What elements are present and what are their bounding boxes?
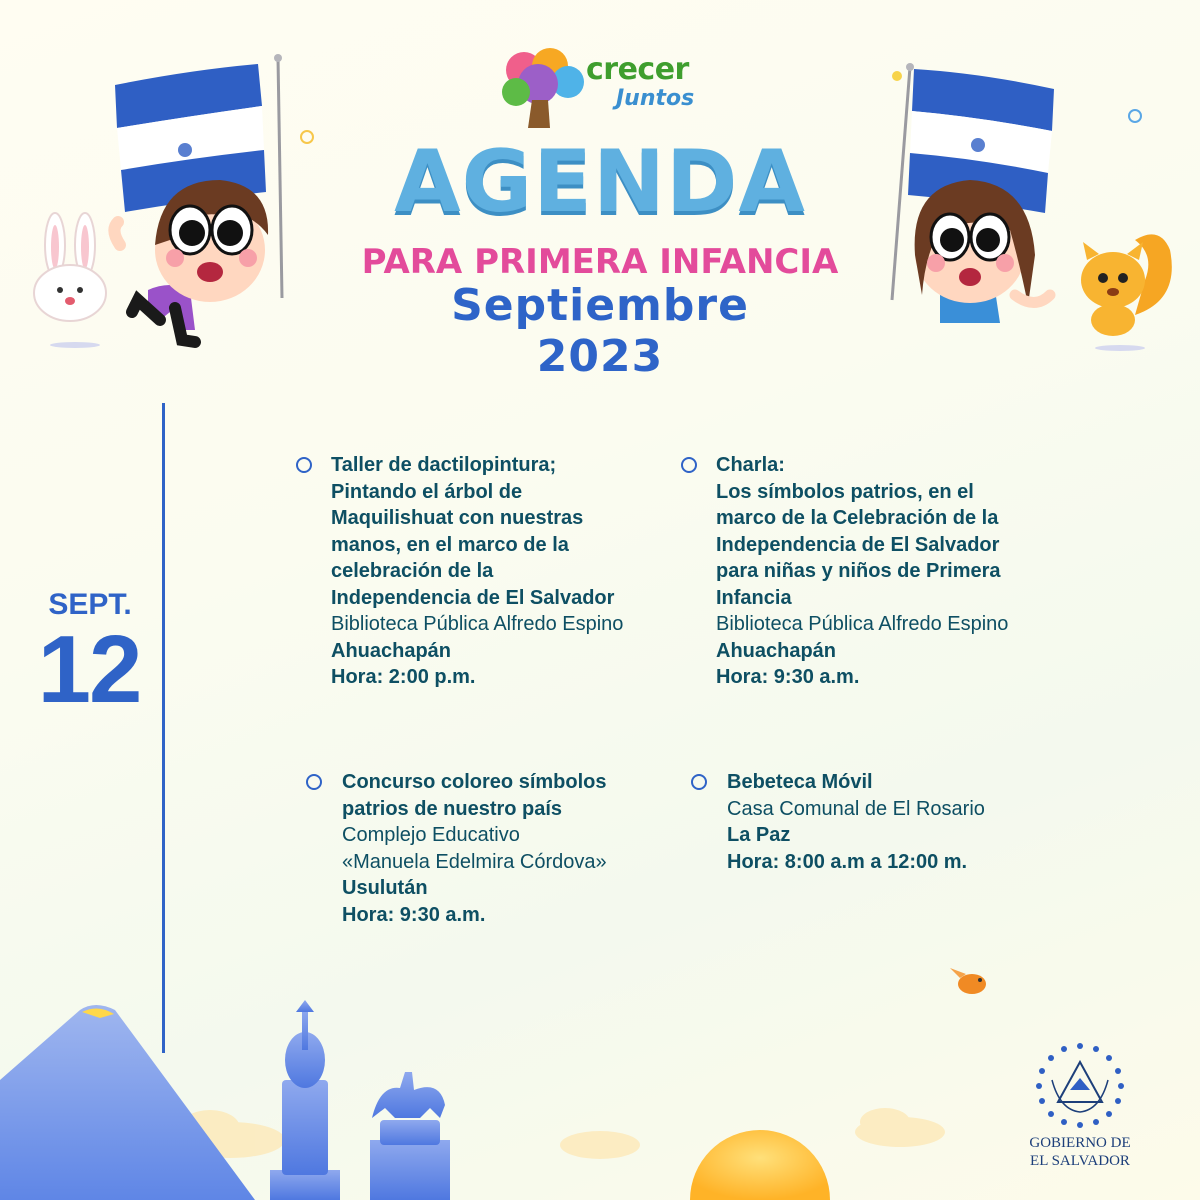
girl-with-flag xyxy=(870,55,1070,355)
gov-line: EL SALVADOR xyxy=(1030,1153,1130,1169)
event-title-line: Independencia de El Salvador xyxy=(716,533,1000,556)
event-bullet-icon xyxy=(681,457,697,473)
event-place: Complejo Educativo xyxy=(342,824,520,846)
gov-line: GOBIERNO DE xyxy=(1029,1135,1131,1151)
event-city: Ahuachapán xyxy=(716,639,837,662)
event-title-line: Bebeteca Móvil xyxy=(727,771,873,793)
squirrel-icon xyxy=(1065,220,1180,355)
event-title-line: Pintando el árbol de xyxy=(331,480,523,503)
crecer-juntos-logo xyxy=(498,48,708,130)
page-title: AGENDA xyxy=(394,132,806,232)
date-day: 12 xyxy=(37,616,141,723)
date-month: SEPT. xyxy=(48,588,132,621)
event-title-line: manos, en el marco de la xyxy=(331,533,569,556)
event-title-line: Maquilishuat con nuestras xyxy=(331,507,584,529)
gov-wordmark xyxy=(1010,1134,1150,1170)
month-label: Septiembre 2023 xyxy=(451,280,749,382)
event-title-line: celebración de la xyxy=(331,560,494,582)
event-title-line: Taller de dactilopintura; xyxy=(331,454,557,476)
event-bullet-icon xyxy=(296,457,312,473)
event-title-line: Charla: xyxy=(716,454,785,476)
event-city: Usulután xyxy=(342,877,428,899)
event-place: «Manuela Edelmira Córdova» xyxy=(342,850,607,873)
timeline-line xyxy=(162,403,165,1053)
event-title-line: para niñas y niños de Primera xyxy=(716,560,1001,582)
monument-icon xyxy=(270,1000,340,1200)
event-place: Biblioteca Pública Alfredo Espino xyxy=(331,613,624,635)
gov-seal-icon xyxy=(1030,1040,1130,1130)
event-bullet-icon xyxy=(691,774,707,790)
logo-word: crecer xyxy=(586,52,689,87)
event-place: Biblioteca Pública Alfredo Espino xyxy=(716,613,1009,635)
event-time: Hora: 8:00 a.m a 12:00 m. xyxy=(727,850,968,873)
page-subtitle: PARA PRIMERA INFANCIA xyxy=(361,242,839,282)
event-title-line: marco de la Celebración de la xyxy=(716,507,999,529)
event-title-line: patrios de nuestro país xyxy=(342,797,563,820)
logo-subword: Juntos xyxy=(616,86,695,111)
event-card xyxy=(342,769,672,928)
event-card xyxy=(716,452,1046,691)
event-card xyxy=(727,769,1057,875)
event-title-line: Infancia xyxy=(716,586,792,609)
bird-icon xyxy=(950,968,986,994)
statue-icon xyxy=(370,1072,450,1200)
event-bullet-icon xyxy=(306,774,322,790)
event-city: Ahuachapán xyxy=(331,639,452,662)
volcano-icon xyxy=(0,1005,255,1200)
event-title-line: Concurso coloreo símbolos xyxy=(342,771,607,793)
sun-icon xyxy=(690,1130,830,1200)
event-time: Hora: 2:00 p.m. xyxy=(331,666,476,688)
event-title-line: Los símbolos patrios, en el xyxy=(716,480,974,503)
event-place: Casa Comunal de El Rosario xyxy=(727,797,985,820)
event-time: Hora: 9:30 a.m. xyxy=(716,666,860,688)
event-city: La Paz xyxy=(727,824,791,846)
event-card xyxy=(331,452,661,691)
tree-logo-icon xyxy=(498,48,584,130)
event-title-line: Independencia de El Salvador xyxy=(331,586,615,609)
bunny-icon xyxy=(20,205,120,350)
event-time: Hora: 9:30 a.m. xyxy=(342,903,486,926)
